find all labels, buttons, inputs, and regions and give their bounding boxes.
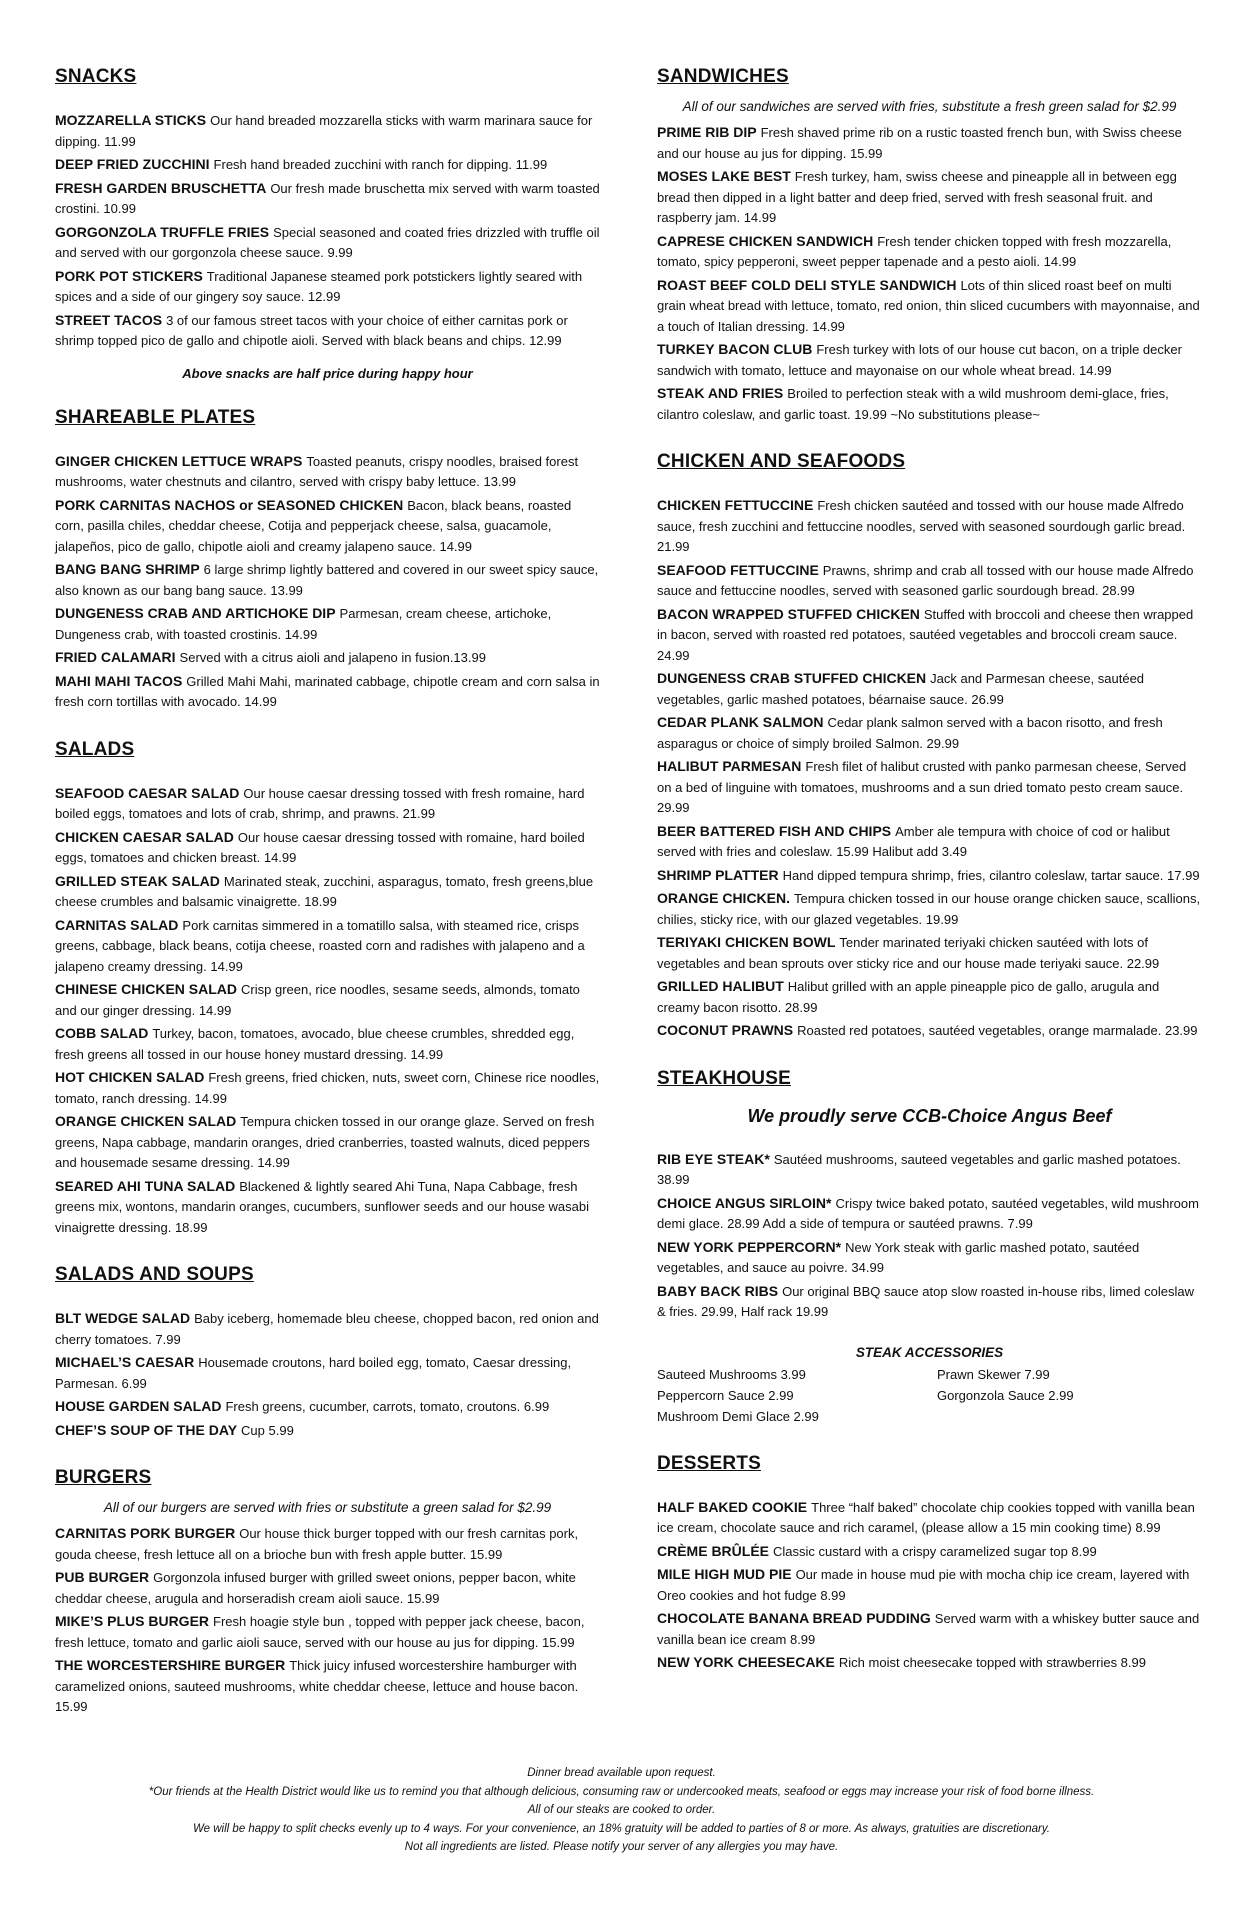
menu-item-name: DUNGENESS CRAB AND ARTICHOKE DIP [55,605,336,621]
menu-item-description: Pork carnitas simmered in a tomatillo salsa, with steamed rice, crisps greens, cabbage, black beans, cotija cheese, roasted corn and radishes with jalapeno and a jalapeno creamy dressing. 14.99 [55,917,585,974]
menu-item-description: Gorgonzola infused burger with grilled sweet onions, pepper bacon, white cheddar cheese, arugula and horseradish cream aioli sauce. 15.99 [55,1570,576,1606]
menu-item [657,339,1202,381]
menu-item-description: Fresh turkey, ham, swiss cheese and pineapple all in between egg bread then dipped in a light batter and deep fried, served with fresh seasonal fruit. and raspberry jam. 14.99 [657,169,1177,225]
menu-item-name: TURKEY BACON CLUB [657,341,813,357]
menu-item-description: Cedar plank salmon served with a bacon risotto, and fresh asparagus or choice of simply broiled Salmon. 29.99 [657,715,1163,751]
menu-item-name: ORANGE CHICKEN SALAD [55,1113,237,1129]
section-burgers [55,1467,600,1718]
menu-item-name: CHEF’S SOUP OF THE DAY [55,1421,238,1438]
menu-item-description: Our made in house mud pie with mocha chip ice cream, layered with Oreo cookies and hot fudge 8.99 [657,1567,1190,1603]
menu-item-description: Grilled Mahi Mahi, marinated cabbage, chipotle cream and corn salsa in fresh corn tortillas with avocado. 14.99 [55,673,600,709]
menu-item [55,1023,600,1065]
menu-item-name: STREET TACOS [55,311,163,328]
menu-item-description: Parmesan, cream cheese, artichoke, Dungeness crab, with toasted crostinis. 14.99 [55,606,552,642]
menu-item-description: Our house caesar dressing tossed with fresh romaine, hard boiled eggs, tomatoes and lots of crab, shrimp, and prawns. 21.99 [55,785,585,821]
menu-item [657,865,1202,887]
menu-item-description: Toasted peanuts, crispy noodles, braised forest mushrooms, water chestnuts and cilantro, served with crispy baby lettuce. 13.99 [55,453,579,489]
menu-item-description: Served with a citrus aioli and jalapeno in fusion.13.99 [179,650,486,665]
accessory-item: Mushroom Demi Glace 2.99 [657,1408,819,1424]
menu-item-name: CHOCOLATE BANANA BREAD PUDDING [657,1610,931,1626]
accessories-list [657,1364,1202,1427]
footer-line: *Our friends at the Health District would like us to remind you that although delicious, consuming raw or undercooked meats, seafood or eggs may increase your risk of food borne illness. [148,1785,1095,1798]
menu-item-name: THE WORCESTERSHIRE BURGER [55,1657,286,1673]
menu-item-name: SHRIMP PLATTER [657,866,779,883]
menu-item-name: CHICKEN FETTUCCINE [657,497,814,513]
menu-footer [0,1764,1243,1857]
menu-item-description: Thick juicy infused worcestershire hamburger with caramelized onions, sauteed mushrooms, white cheddar cheese, lettuce and house bacon. 15.99 [55,1658,579,1714]
menu-item-name: HOT CHICKEN SALAD [55,1069,205,1085]
menu-item-name: CRÈME BRÛLÉE [657,1542,770,1559]
menu-item-description: Tempura chicken tossed in our orange glaze. Served on fresh greens, Napa cabbage, mandarin oranges, dried cranberries, toasted walnuts, diced peppers and housemade sesame dressing. 14.99 [55,1114,595,1170]
menu-item [55,603,600,645]
menu-item-name: CHOICE ANGUS SIRLOIN* [657,1194,832,1211]
section-footnote: Above snacks are half price during happy hour [182,365,473,381]
menu-item-name: FRIED CALAMARI [55,649,176,665]
menu-item [657,1652,1202,1674]
menu-item-description: Our hand breaded mozzarella sticks with warm marinara sauce for dipping. 11.99 [55,113,593,149]
menu-item-name: SEARED AHI TUNA SALAD [55,1177,236,1194]
menu-item-name: GINGER CHICKEN LETTUCE WRAPS [55,452,303,469]
menu-item [55,451,600,493]
section-title: SANDWICHES [657,66,789,87]
menu-item-description: Amber ale tempura with choice of cod or halibut served with fries and coleslaw. 15.99 Halibut add 3.49 [657,823,1170,859]
menu-item-name: GRILLED HALIBUT [657,978,784,994]
menu-item-name: CEDAR PLANK SALMON [657,714,824,730]
menu-item [55,1111,600,1174]
accessories-title: STEAK ACCESSORIES [855,1344,1004,1360]
menu-item [55,647,600,669]
section-title: STEAKHOUSE [657,1067,791,1089]
menu-item-name: PORK CARNITAS NACHOS or SEASONED CHICKEN [55,496,404,513]
menu-item [657,166,1202,229]
menu-item-description: Fresh filet of halibut crusted with panko parmesan cheese, Served on a bed of linguine with tomatoes, mushrooms and a sun dried tomato pesto cream sauce. 29.99 [657,759,1187,815]
section-salads-and-soups [55,1264,600,1441]
menu-item-name: PRIME RIB DIP [657,124,757,140]
menu-item [55,871,600,913]
menu-item [55,559,600,601]
menu-item-description: Turkey, bacon, tomatoes, avocado, blue cheese crumbles, shredded egg, fresh greens all tossed in our house honey mustard dressing. 14.99 [55,1026,575,1062]
section-salads [55,739,600,1239]
accessory-item: Peppercorn Sauce 2.99 [657,1387,794,1403]
menu-item-description: Prawns, shrimp and crab all tossed with our house made Alfredo sauce and fettuccine noodles, served with seasoned garlic sourdough bread. 28.99 [657,562,1194,598]
menu-item [55,1352,600,1394]
menu-item-description: Tender marinated teriyaki chicken sautéed with lots of vegetables and bean sprouts over sticky rice and our house made teriyaki sauce. 22.99 [657,935,1160,971]
menu-item-name: BANG BANG SHRIMP [55,561,200,577]
menu-item-description: New York steak with garlic mashed potato, sautéed vegetables, and sauce au poivre. 34.99 [657,1239,1140,1275]
menu-item-description: 3 of our famous street tacos with your choice of either carnitas pork or shrimp topped pico de gallo and chipotle aioli. Served with black beans and chips. 12.99 [55,312,568,348]
menu-item-description: Jack and Parmesan cheese, sautéed vegetables, garlic mashed potatoes, béarnaise sauce. 26.99 [657,671,1145,707]
menu-item [657,712,1202,754]
menu-item [55,1067,600,1109]
menu-item [657,756,1202,819]
menu-item [55,266,600,308]
footer-line: Not all ingredients are listed. Please notify your server of any allergies you may have. [404,1841,839,1853]
menu-item [657,275,1202,338]
menu-item-description: Crisp green, rice noodles, sesame seeds, almonds, tomato and our ginger dressing. 14.99 [55,982,580,1018]
menu-item-description: Our house caesar dressing tossed with romaine, hard boiled eggs, tomatoes and chicken breast. 14.99 [55,829,585,865]
menu-item-name: NEW YORK CHEESECAKE [657,1654,835,1670]
section-note: All of our burgers are served with fries or substitute a green salad for $2.99 [103,1500,552,1515]
menu-item-name: PUB BURGER [55,1569,150,1585]
menu-item-description: Roasted red potatoes, sautéed vegetables, orange marmalade. 23.99 [797,1023,1198,1038]
menu-item [657,122,1202,164]
menu-item [657,888,1202,930]
section-title: BURGERS [55,1467,152,1488]
menu-item [657,1237,1202,1279]
menu-item [55,1396,600,1418]
menu-item-description: Fresh chicken sautéed and tossed with our house made Alfredo sauce, fresh zucchini and fettuccine noodles, served with seasoned sourdough garlic bread. 21.99 [657,498,1186,554]
menu-item-name: BLT WEDGE SALAD [55,1310,191,1326]
menu-item [55,495,600,558]
menu-item-name: RIB EYE STEAK* [657,1150,770,1167]
section-tagline: We proudly serve CCB-Choice Angus Beef [747,1105,1112,1126]
menu-right-column [657,66,1202,1700]
section-sandwiches [657,66,1202,425]
menu-item [55,979,600,1021]
menu-item-name: DUNGENESS CRAB STUFFED CHICKEN [657,670,927,686]
accessory-item: Prawn Skewer 7.99 [937,1366,1050,1382]
menu-item-description: Broiled to perfection steak with a wild mushroom demi-glace, fries, cilantro coleslaw, and garlic toast. 19.99 ~No substitutions please~ [657,386,1169,422]
menu-item-name: TERIYAKI CHICKEN BOWL [657,934,836,950]
menu-item-description: Fresh tender chicken topped with fresh mozzarella, tomato, spicy pepperoni, sweet pepper tapenade and a pesto aioli. 14.99 [657,233,1172,269]
menu-item-description: Special seasoned and coated fries drizzled with truffle oil and served with our gorgonzola cheese sauce. 9.99 [55,224,600,260]
menu-item [657,821,1202,863]
menu-item-description: Halibut grilled with an apple pineapple pico de gallo, arugula and creamy bacon risotto. 28.99 [657,979,1160,1015]
menu-item-name: SEAFOOD FETTUCCINE [657,561,819,578]
menu-item-name: CARNITAS SALAD [55,916,179,933]
menu-item-name: HALIBUT PARMESAN [657,758,802,774]
menu-item [657,976,1202,1018]
menu-item-name: BACON WRAPPED STUFFED CHICKEN [657,605,920,622]
menu-item-name: MILE HIGH MUD PIE [657,1566,792,1582]
menu-item [55,1308,600,1350]
accessory-item: Sauteed Mushrooms 3.99 [657,1366,806,1382]
menu-item-description: Blackened & lightly seared Ahi Tuna, Napa Cabbage, fresh greens mix, wontons, mandarin oranges, cucumbers, sunflower seeds and our house wasabi vinaigrette dressing. 18.99 [55,1178,590,1235]
menu-item-name: PORK POT STICKERS [55,267,203,284]
menu-item-description: Rich moist cheesecake topped with strawberries 8.99 [838,1655,1146,1670]
section-title: SALADS [55,738,135,760]
menu-item-name: MOSES LAKE BEST [657,168,791,184]
section-chicken-and-seafoods [657,451,1202,1042]
menu-item-description: Served warm with a whiskey butter sauce and vanilla bean ice cream 8.99 [657,1611,1200,1647]
menu-item-description: Our original BBQ sauce atop slow roasted in-house ribs, limed coleslaw & fries. 29.99, Half rack 19.99 [657,1283,1194,1319]
menu-item [657,495,1202,558]
menu-item-description: Fresh shaved prime rib on a rustic toasted french bun, with Swiss cheese and our house au jus for dipping. 15.99 [657,125,1182,161]
menu-item-name: MICHAEL’S CAESAR [55,1354,195,1370]
menu-item [55,1655,600,1718]
menu-item [55,222,600,264]
menu-item-description: Fresh turkey with lots of our house cut bacon, on a triple decker sandwich with tomato, lettuce and mayonaise on our whole wheat bread. 14.99 [657,342,1182,378]
menu-item [657,668,1202,710]
menu-item [55,1523,600,1565]
menu-item-description: Classic custard with a crispy caramelized sugar top 8.99 [773,1543,1097,1559]
menu-item-description: 6 large shrimp lightly battered and covered in our sweet spicy sauce, also known as our bang bang sauce. 13.99 [55,562,599,598]
menu-item-name: CHICKEN CAESAR SALAD [55,828,234,845]
menu-item [55,154,600,176]
menu-item [55,671,600,713]
menu-item-name: ORANGE CHICKEN. [657,890,791,906]
section-title: SALADS AND SOUPS [55,1264,254,1285]
menu-item [657,1608,1202,1650]
menu-item [55,915,600,978]
menu-item-description: Hand dipped tempura shrimp, fries, cilantro coleslaw, tartar sauce. 17.99 [782,867,1200,883]
menu-item-description: Fresh greens, fried chicken, nuts, sweet corn, Chinese rice noodles, tomato, ranch dressing. 14.99 [55,1070,600,1106]
menu-item-description: Marinated steak, zucchini, asparagus, tomato, fresh greens,blue cheese crumbles and balsamic vinaigrette. 18.99 [55,873,594,909]
menu-item [657,1020,1202,1042]
menu-item [657,1281,1202,1323]
menu-item [657,231,1202,273]
menu-item [657,604,1202,667]
menu-item-name: GRILLED STEAK SALAD [55,872,220,889]
menu-item-name: COBB SALAD [55,1025,149,1041]
menu-item-name: FRESH GARDEN BRUSCHETTA [55,179,267,196]
menu-item-name: COCONUT PRAWNS [657,1022,794,1038]
section-title: SNACKS [55,66,137,87]
section-steakhouse [657,1068,1202,1427]
menu-item [657,560,1202,602]
menu-item-description: Our fresh made bruschetta mix served with warm toasted crostini. 10.99 [55,180,600,216]
menu-item-description: Crispy twice baked potato, sautéed vegetables, wild mushroom demi glace. 28.99 Add a side of tempura or sautéed prawns. 7.99 [657,1195,1199,1231]
footer-line: We will be happy to split checks evenly up to 4 ways. For your convenience, an 18% gratuity will be added to parties of 8 or more. As always, gratuities are discretionary. [193,1822,1050,1835]
menu-item-description: Fresh hand breaded zucchini with ranch for dipping. 11.99 [213,157,548,172]
menu-item [55,110,600,152]
menu-item [657,1497,1202,1539]
section-title: SHAREABLE PLATES [55,406,256,428]
menu-item-description: Baby iceberg, homemade bleu cheese, chopped bacon, red onion and cherry tomatoes. 7.99 [55,1311,599,1347]
menu-item-description: Cup 5.99 [241,1422,294,1438]
menu-item-description: Fresh hoagie style bun , topped with pepper jack cheese, bacon, fresh lettuce, tomato and garlic aioli sauce, served with our house au jus for dipping. 15.99 [55,1614,585,1650]
menu-item-description: Bacon, black beans, roasted corn, pasilla chiles, cheddar cheese, Cotija and pepperjack cheese, salsa, guacamole, jalapeños, pico de gallo, chipotle aioli and creamy jalapeno sauce. 14.99 [55,497,572,554]
menu-item-description: Our house thick burger topped with our fresh carnitas pork, gouda cheese, fresh lettuce all on a brioche bun with fresh apple butter. 15.99 [55,1526,579,1562]
menu-item-description: Three “half baked” chocolate chip cookies topped with vanilla bean ice cream, chocolate sauce and rich caramel, (please allow a 15 min cooking time) 8.99 [657,1499,1195,1535]
menu-item-name: MAHI MAHI TACOS [55,672,183,689]
menu-item-name: MIKE’S PLUS BURGER [55,1613,210,1629]
menu-item [55,178,600,220]
menu-left-column [55,66,600,1744]
menu-item-description: Sautéed mushrooms, sauteed vegetables and garlic mashed potatoes. 38.99 [657,1151,1181,1187]
menu-item [55,1567,600,1609]
menu-item [657,932,1202,974]
footer-line: All of our steaks are cooked to order. [527,1804,716,1816]
menu-item-description: Fresh greens, cucumber, carrots, tomato, croutons. 6.99 [225,1399,550,1414]
menu-item-description: Stuffed with broccoli and cheese then wrapped in bacon, served with roasted red potatoes, sautéed vegetables and broccoli cream sauce. 24.99 [657,606,1194,663]
section-shareable-plates [55,407,600,713]
accessory-item: Gorgonzola Sauce 2.99 [937,1387,1074,1403]
menu-item [55,827,600,869]
menu-item [55,783,600,825]
menu-item-name: CAPRESE CHICKEN SANDWICH [657,232,874,249]
menu-item-name: CARNITAS PORK BURGER [55,1525,236,1541]
menu-item-description: Traditional Japanese steamed pork potstickers lightly seared with spices and a side of our gingery soy sauce. 12.99 [55,268,583,304]
menu-item-description: Housemade croutons, hard boiled egg, tomato, Caesar dressing, Parmesan. 6.99 [55,1355,572,1391]
menu-item-name: BABY BACK RIBS [657,1282,779,1299]
section-note: All of our sandwiches are served with fries, substitute a fresh green salad for $2.99 [682,99,1177,114]
menu-item-name: NEW YORK PEPPERCORN* [657,1238,842,1255]
section-desserts [657,1453,1202,1674]
menu-item [657,383,1202,425]
menu-item [657,1149,1202,1191]
menu-item [657,1193,1202,1235]
menu-item-name: GORGONZOLA TRUFFLE FRIES [55,223,270,240]
menu-item [55,1611,600,1653]
menu-item-name: MOZZARELLA STICKS [55,112,207,128]
section-title: CHICKEN AND SEAFOODS [657,451,906,472]
section-title: DESSERTS [657,1452,762,1474]
menu-item-name: STEAK AND FRIES [657,385,784,401]
menu-item-name: SEAFOOD CAESAR SALAD [55,784,240,801]
menu-item-name: HALF BAKED COOKIE [657,1498,808,1515]
menu-item-name: DEEP FRIED ZUCCHINI [55,156,210,172]
menu-item-name: ROAST BEEF COLD DELI STYLE SANDWICH [657,276,957,293]
menu-item [657,1541,1202,1563]
menu-item-description: Lots of thin sliced roast beef on multi grain wheat bread with lettuce, tomato, red onion, thin sliced cucumbers with mayonnaise, and a touch of Italian dressing. 14.99 [657,277,1200,334]
menu-item [55,1420,600,1442]
menu-item-name: HOUSE GARDEN SALAD [55,1398,222,1414]
menu-item-description: Tempura chicken tossed in our house orange chicken sauce, scallions, chilies, sticky rice, with our glazed vegetables. 19.99 [657,891,1201,927]
menu-item [55,1176,600,1239]
menu-item [55,310,600,352]
menu-item-name: CHINESE CHICKEN SALAD [55,981,238,997]
footer-line: Dinner bread available upon request. [527,1767,716,1779]
menu-item [657,1564,1202,1606]
menu-item-name: BEER BATTERED FISH AND CHIPS [657,822,892,839]
section-snacks [55,66,600,381]
